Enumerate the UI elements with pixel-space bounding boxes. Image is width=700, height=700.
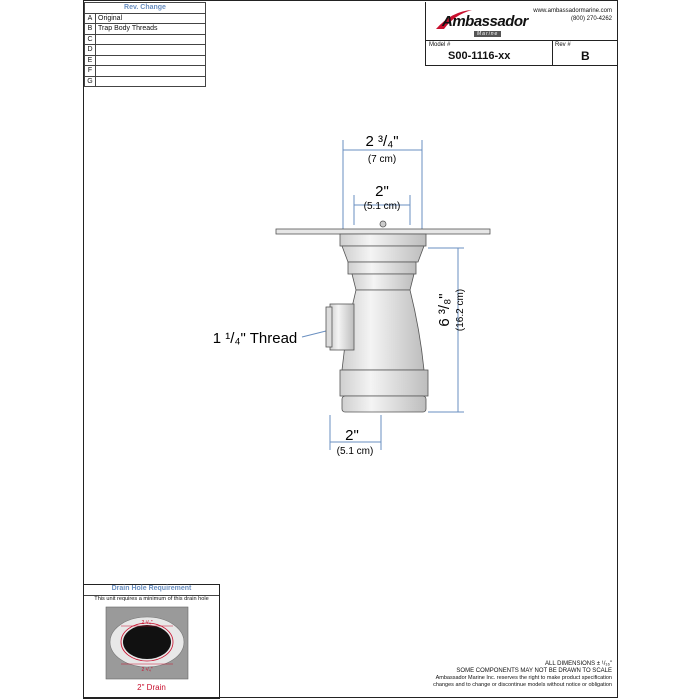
dim-height: 6 ³/₈" [436, 293, 453, 327]
drain-box-note: This unit requires a minimum of this drain hole [94, 596, 209, 602]
website-text: www.ambassadormarine.com [533, 8, 612, 14]
revision-row: A Original [85, 13, 206, 24]
revision-row: B Trap Body Threads [85, 24, 206, 35]
footer-scale-note: SOME COMPONENTS MAY NOT BE DRAWN TO SCALE [456, 668, 612, 674]
footer-disclaimer-1: Ambassador Marine Inc. reserves the right to make product specification [435, 675, 612, 681]
dim-bottom-width: 2" [345, 427, 359, 444]
dim-inner-width: 2" [375, 183, 389, 200]
drain-hole-diagram [84, 601, 218, 683]
footer-tolerance: ALL DIMENSIONS ± ¹/₁₆" [545, 661, 612, 667]
revision-row: F [85, 66, 206, 77]
footer-notes [412, 661, 612, 689]
drain-box-title: Drain Hole Requirement [84, 585, 219, 596]
dim-inner-width-metric: (5.1 cm) [363, 201, 401, 212]
divider [552, 41, 553, 66]
thread-label: 1 ¹/₄" Thread [212, 330, 298, 347]
dim-height-metric: (16.2 cm) [455, 288, 466, 332]
revision-table [84, 2, 206, 87]
model-label: Model # [429, 42, 451, 48]
contact-info [533, 7, 612, 23]
rev-label: Rev # [555, 42, 571, 48]
drain-size-label: 2" Drain [137, 683, 166, 692]
brand-logo: Ambassador Marine [432, 7, 524, 35]
footer-disclaimer-2: changes and to change or discontinue models without notice or obligation [433, 682, 612, 688]
drain-hole-box [83, 584, 220, 699]
revision-row: C [85, 34, 206, 45]
phone-text: (800) 270-4262 [570, 16, 612, 22]
revision-row: G [85, 76, 206, 87]
revision-header: Rev. Change [85, 3, 206, 14]
model-value: S00-1116-xx [448, 50, 511, 62]
dim-bottom-width-metric: (5.1 cm) [336, 446, 374, 457]
drain-dim-bottom: 2 ¹/₄" [141, 667, 153, 673]
dim-top-width-metric: (7 cm) [367, 154, 397, 165]
revision-row: E [85, 55, 206, 66]
revision-row: D [85, 45, 206, 56]
rev-value: B [581, 49, 590, 63]
title-block [425, 2, 617, 66]
drain-dim-top: 2 ³/₄" [141, 620, 153, 626]
model-row [426, 40, 617, 66]
dim-top-width: 2 ³/₄" [365, 133, 399, 150]
